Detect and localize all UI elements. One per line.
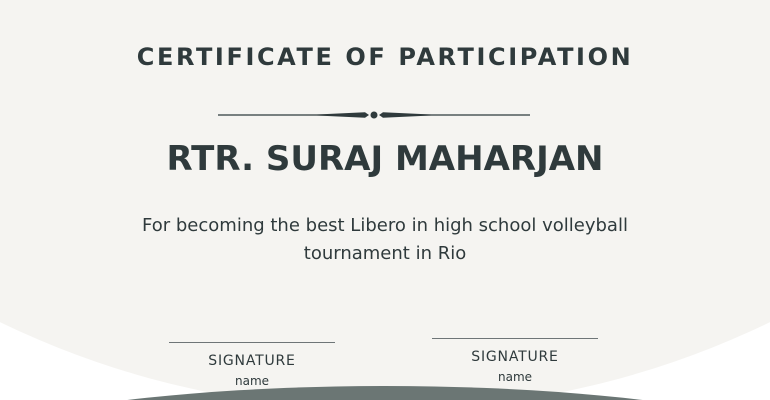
- signature-name-right: name: [497, 370, 533, 384]
- signature-label-left: SIGNATURE: [208, 353, 296, 369]
- ornamental-divider: [218, 108, 530, 122]
- signature-line-right: [432, 338, 598, 339]
- signature-block-right: [432, 338, 598, 384]
- certificate-description: For becoming the best Libero in high school volleyball tournament in Rio: [142, 215, 628, 264]
- signature-name-left: name: [234, 374, 270, 388]
- recipient-name: RTR. SURAJ MAHARJAN: [166, 139, 604, 179]
- signature-line-left: [169, 342, 335, 343]
- divider-left-spike: [306, 112, 369, 117]
- signature-label-right: SIGNATURE: [471, 349, 559, 365]
- divider-center-dot: [371, 112, 378, 119]
- bottom-band: [0, 386, 770, 400]
- signature-block-left: [169, 342, 335, 388]
- certificate-title: CERTIFICATE OF PARTICIPATION: [136, 43, 634, 71]
